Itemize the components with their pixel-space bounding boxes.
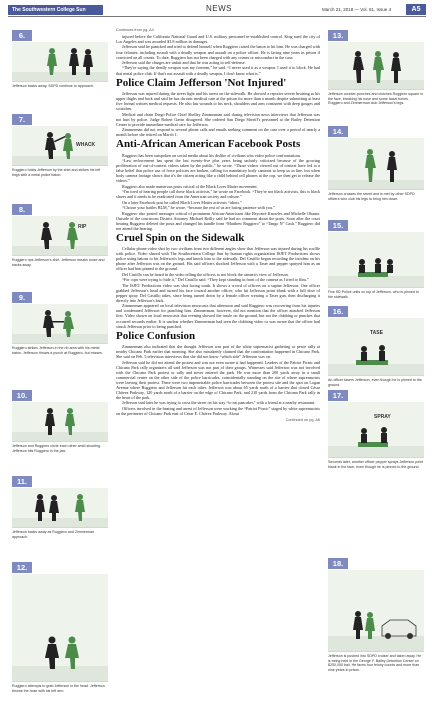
scene-shirt-rip-icon — [12, 216, 108, 256]
article-paragraph: Medical and chain Diego Police Chief Shelley Zimmerman said during television news interviews that Jefferson was not hurt by police. Judge Robert Gavin disagreed. She ordered San Diego Sheriff's personnel at the Bailey Detention Center to provide immediate medical care for Jefferson. — [116, 111, 320, 127]
panel-number: 11. — [12, 476, 32, 487]
panel-caption: Jefferson is pushed into SDPD cruiser and taken away. He is being held in the George F. Bailey Detention Center on $250,000 bail. He faces four felony counts and more than nine years in prison. — [328, 654, 422, 672]
article-paragraph: Zimmerman appeared on local television newscasts that afternoon and said Ruggiero was recovering from his injuries and condemned Jefferson for punching him. Zimmerman, however, did not mention that the officer attacked Jefferson first. Video shown on local newscasts that evening showed the tussle on the ground, but not the clubbing or punches that occurred seconds earlier. It is unclear whether Zimmerman had seen the clubbing video or was aware that the officer had struck Jefferson prior to being punched. — [116, 303, 320, 329]
scene-circling-icon — [12, 402, 108, 442]
panel-caption: Jefferson counter-punches and clutches Ruggiero square in the face, breaking his nose and some facial bones. Ruggiero and Zimmerman club Jefferson's legs. — [328, 92, 424, 106]
panel-illustration — [328, 42, 424, 90]
panel-caption: Ruggiero holds Jefferson by the shirt and strikes his left thigh with a metal police baton. — [12, 168, 101, 177]
panel-illustration — [328, 318, 424, 376]
panel-number: 6. — [12, 30, 32, 41]
article-paragraph: Ruggiero also posted messages critical of prominent African-Americans like Beyoncé Knowles and Michelle Obama. Outside of the courtroom District Attorney Michael Reilly said he had no comment about the posts. Soon after the court hearing Ruggiero deleted the posts and changed his handle from “Matthew Ruggiero” to “Tango N” Cash.” Ruggiero did not attend the hearing. — [116, 210, 320, 231]
panel-caption: Five SD Police units on top of Jefferson, who is pinned to the sidewalk. — [328, 290, 419, 299]
panel-number: 7. — [12, 114, 32, 125]
panel-illustration — [12, 574, 108, 682]
scene-crossing-street-icon — [328, 138, 424, 190]
paper-name-banner — [8, 5, 103, 15]
article-paragraph: Jefferson said the charges are unfair and that he was acting in self-defense. — [122, 60, 246, 66]
panel-illustration — [12, 42, 108, 82]
panel-number: 9. — [12, 292, 32, 303]
article-body — [116, 34, 320, 416]
article-paragraph: injured before the California National Guard and U.S. military personnel re-established control. King sued the city of Los Angeles and was awarded $3.8 million in damages. — [116, 34, 320, 45]
panel-number: 18. — [328, 558, 348, 569]
article-paragraph: Del Castillo can be heard in the video telling the officers to not block the camera's view of Jefferson. — [122, 271, 289, 277]
panel-number: 17. — [328, 390, 348, 401]
article-paragraph: “Choose your battles BLM,” he wrote, “because the rest of us are losing patience with you.” — [122, 205, 275, 211]
sound-effect-label: TASE — [370, 330, 383, 336]
scene-baton-strike-icon — [12, 126, 108, 166]
scene-officers-approach-icon — [12, 42, 108, 82]
article-paragraph: “I'm tired of hearing people call these black activists,” he wrote on Facebook. “They're not black activists, this is black slaves and it needs to be eradicated from the American society and culture.” — [116, 189, 320, 200]
article-paragraph: Zimmerman did not respond to several phone calls and emails seeking comment on the case over a period of nearly a month before she retired on March 1. — [116, 127, 320, 138]
scene-counter-punch-icon — [328, 42, 424, 90]
page-header — [4, 4, 428, 24]
article-paragraph: Jefferson was injured during the street fight and his arrest on the sidewalk. He showed a reporter severe bruising to his upper thighs and back and said he has chronic medical care at the prison for more than a month despite submitting at least five formal written medical requests. He also has wounds to his neck, shoulders and arm consistent with deep gouges and scratches. — [116, 91, 320, 112]
article-paragraph: Jefferson said later he was trying to cross the street on his way “to eat pancakes” with a friend at a nearby restaurant. — [122, 400, 316, 406]
panel-illustration — [12, 126, 108, 166]
panel-caption: Seconds later, another officer pepper sprays Jefferson point blank in the face, even though he is pinned to the ground. — [328, 460, 423, 469]
panel-illustration — [12, 216, 108, 256]
panel-illustration — [328, 570, 424, 652]
panel-number: 14. — [328, 126, 348, 137]
panel-number: 10. — [12, 390, 32, 401]
panel-number: 15. — [328, 220, 348, 231]
sound-effect-label: SPRAY — [374, 414, 391, 420]
scene-pinned-sidewalk-icon — [328, 232, 424, 288]
panel-illustration — [12, 402, 108, 442]
article-paragraph: “They're saying the deadly weapon was my forearm,” he said. “I never used it as a weapon. I used it to block. He had that metal police club. If that's not assault with a deadly weapon, I don't know what is.” — [116, 65, 320, 76]
scene-taser-icon — [328, 318, 424, 376]
panel-illustration — [12, 304, 108, 344]
article-paragraph: On a later Facebook post he called Black Lives Matter activists “idiots.” — [122, 199, 242, 205]
panel-illustration — [328, 232, 424, 288]
header-rule — [8, 16, 426, 17]
panel-caption: Jefferson backs away, SDPD continue to approach. — [12, 84, 94, 88]
page-number: A5 — [406, 4, 426, 15]
panel-caption: Jefferson backs away as Ruggiero and Zimmerman approach. — [12, 530, 95, 539]
continued-on-link[interactable]: Continued on pg. A6 — [285, 417, 320, 422]
panel-caption: Ruggiero rips Jefferson's shirt. Jefferson breaks loose and backs away. — [12, 258, 105, 267]
subhead-police-claim: Police Claim Jefferson 'Not Injured' — [116, 76, 287, 89]
paper-name: The Southwestern College Sun — [12, 7, 86, 13]
article-paragraph: “For cops were trying to hide it,” Del Castillo said. “They kept standing in front of the camera as I tried to film.” — [122, 277, 309, 283]
panel-number: 16. — [328, 306, 348, 317]
article-paragraph: Officers involved in the beating and arrest of Jefferson were working the “Patriot Picnic” staged by white supremacists on the perimeter of Chicano Park east of César E. Chávez Parkway. About — [116, 405, 320, 416]
article-paragraph: Ruggiero also made numerous posts critical of the Black Lives Matter movement. — [122, 183, 258, 189]
subhead-facebook-posts: Anti-African American Facebook Posts — [116, 138, 301, 151]
article-paragraph: Jefferson said he panicked and tried to defend himself when Ruggiero raised the baton to hit him. He was charged with four felonies, including assault with a deadly weapon and assault on a police officer. He is facing nine years in prison if convicted on all counts. To date, Ruggiero has not been charged with any crimes or misconduct in the case. — [116, 44, 320, 60]
subhead-sidewalk: Cruel Spin on the Sidewalk — [116, 231, 245, 244]
panel-caption: Ruggiero attempts to grab Jefferson in the head. Jefferson throws the hose with his left arm. — [12, 684, 105, 693]
panel-number: 8. — [12, 204, 32, 215]
panel-number: 12. — [12, 562, 32, 573]
panel-caption: Ruggiero strikes Jefferson in the rib area with his metal baton. Jefferson throws a punch at Ruggiero, but misses. — [12, 346, 103, 355]
panel-caption: An officer tasers Jefferson, even though he is pinned to the ground. — [328, 378, 422, 387]
scene-pepper-spray-icon — [328, 402, 424, 458]
panel-caption: Jefferson and Ruggiero circle each other amid shouting. Jefferson hits Ruggiero in the jaw. — [12, 444, 102, 453]
scene-grab-head-icon — [12, 574, 108, 682]
panel-number: 13. — [328, 30, 348, 41]
sound-effect-label: WHACK — [76, 142, 96, 148]
sound-effect-label: RIP — [78, 224, 87, 230]
scene-backing-away-icon — [12, 488, 108, 528]
article-paragraph: “Law enforcement has spent the last twenty-five plus years being unfairly criticized because of the growing proliferation of out-of-context videos taken by the public,” he wrote. “Those videos viewed out of context have led to a false belief that police use of force policies are broken, calling for mandatory body cameras to keep us in line, but when body camera footage shows that it's the citizen acting like a child behind cell phones at the cop, we then get to release the videos.” — [116, 158, 320, 184]
panel-illustration — [328, 402, 424, 458]
article — [116, 28, 320, 422]
subhead-police-confusion: Police Confusion — [116, 329, 196, 342]
panel-illustration — [12, 488, 108, 528]
article-paragraph: Zimmerman also indicated that she thought Jefferson was part of the white supremacist gathering or peace rally at nearby Chicano Park earlier that morning. She also mistakenly claimed that the confrontation happened in Chicano Park. She said on Feb. 5 television interviews that she did not know “which side” Jefferson was on. — [116, 344, 320, 360]
article-paragraph: Jefferson said he did not attend the protest and was not even aware it had happened. Leaders of the Patriot Picnic and Chicano Park rally organizers all said Jefferson was not part of their groups. Witnesses said Jefferson was not involved with the Chicano Park protest or rally and never entered the park. He was more than 200 yards away in a small commercial center on the other side of the police barricades, coincidentally standing on the site of where supremacists were leaving their protest. There were two impenetrable police barricades between the protest site and the spot on Logan Avenue where Ruggiero and Jefferson hit each other. Jefferson was about 65 yards north of a barrier that closed César Chávez Parkway, 120 yards north of a barrier on the edge of Chicano Park, and 210 yards from the Chicano Park rally in the heart of the park. — [116, 359, 320, 400]
scene-rib-strike-icon — [12, 304, 108, 344]
scene-police-cruiser-icon — [328, 570, 424, 652]
panel-illustration — [328, 138, 424, 190]
section-title: NEWS — [206, 4, 232, 13]
date-issue: March 21, 2018 — Vol. 61, Issue 4 — [322, 7, 392, 12]
article-paragraph: Ruggiero has been outspoken on social media about his dislike of civilians who video police confrontations. — [122, 152, 302, 158]
panel-caption: Jefferson crosses the street and is met by other SDPD officers who club his legs to bring him down. — [328, 192, 415, 201]
article-paragraph: Cellular phone video shot by two civilians from two different angles show that Jefferson was injured during his scuffle with police. Video shared with The Southwestern College Sun by human rights organization ISJET Productions shows police using batons to hit Jefferson's legs and knock him to the sidewalk. Del Castillo began recording the incident on his phone after Jefferson was on the ground. His said officers shocked Jefferson with a Taser and pepper sprayed him as an officer had him pinned to the ground. — [116, 246, 320, 272]
newspaper-page — [4, 4, 428, 707]
continued-from-line: Continued from pg. A4 — [116, 28, 154, 32]
article-paragraph: The ISJET Productions video was shot facing south. It shows a crowd of officers on a supine Jefferson. One officer grabbed Jefferson's head and turned his face toward another officer, who hit Jefferson point blank with a full dose of pepper spray. Del Castillo takes, since being turned down by a female officer wearing a Taser gun, then discharging it directly into Jefferson's back. — [116, 282, 320, 303]
